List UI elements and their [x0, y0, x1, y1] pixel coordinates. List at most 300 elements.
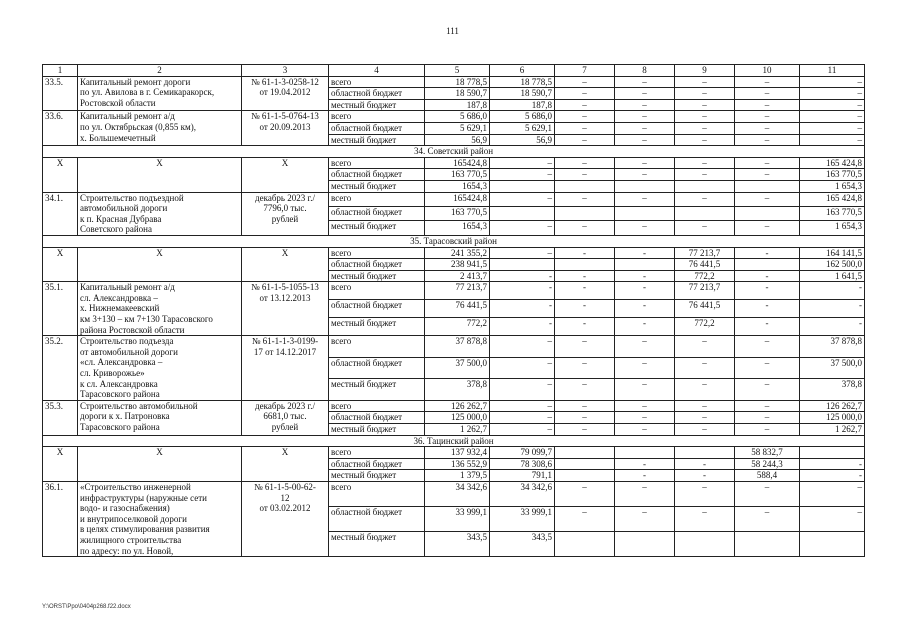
budget-source: местный бюджет [329, 221, 425, 235]
row-num-text: 35.1. [45, 282, 63, 293]
amount-cell: 76 441,5 [675, 259, 735, 271]
x-mark: Х [281, 447, 289, 458]
amount-cell: 2 413,7 [425, 270, 490, 282]
amount-cell: 56,9 [490, 134, 555, 146]
amount-cell: – [490, 192, 555, 206]
amount-cell: - [615, 282, 675, 300]
amount-cell: – [735, 221, 800, 235]
x-mark: Х [56, 447, 64, 458]
row-number [43, 282, 78, 336]
amount-cell: – [675, 157, 735, 169]
amount-cell [615, 206, 675, 220]
amount-cell: – [615, 221, 675, 235]
object-name [78, 282, 242, 336]
object-name [78, 76, 242, 111]
document-line: от 20.09.2013 [259, 121, 311, 132]
amount-cell [490, 206, 555, 220]
budget-source: областной бюджет [329, 458, 425, 470]
amount-cell: 5 686,0 [490, 111, 555, 123]
section-title: 34. Советский район [43, 146, 865, 158]
table-row [43, 111, 865, 123]
amount-cell: - [490, 282, 555, 300]
amount-cell: – [490, 424, 555, 436]
amount-cell: – [615, 111, 675, 123]
object-name-line: автомобильной дороги [80, 203, 168, 214]
object-name-line: по ул. Октябрьская (0,855 км), [80, 121, 196, 132]
amount-cell: 18 778,5 [490, 76, 555, 88]
amount-cell: 58 244,3 [735, 458, 800, 470]
amount-cell: – [555, 481, 615, 506]
col-header: 1 [43, 65, 78, 77]
row-number [43, 157, 78, 192]
budget-source: всего [329, 247, 425, 259]
row-number [43, 247, 78, 282]
object-name [78, 447, 242, 482]
amount-cell: – [615, 412, 675, 424]
budget-source: местный бюджет [329, 532, 425, 557]
amount-cell: – [735, 357, 800, 379]
document-line: рублей [271, 213, 299, 224]
amount-cell: – [675, 169, 735, 181]
object-name-line: км 3+130 – км 7+130 Тарасовского [80, 314, 213, 325]
amount-cell: – [555, 400, 615, 412]
amount-cell [555, 458, 615, 470]
row-number [43, 192, 78, 235]
amount-cell: – [675, 336, 735, 358]
amount-cell [800, 532, 865, 557]
budget-source: местный бюджет [329, 379, 425, 401]
object-name-line: сл. Криворожье» [80, 368, 145, 379]
object-name-line: Советского района [80, 224, 152, 235]
amount-cell: – [555, 412, 615, 424]
amount-cell: – [675, 400, 735, 412]
amount-cell: – [615, 88, 675, 100]
amount-cell: 34 342,6 [490, 481, 555, 506]
table-row [43, 76, 865, 88]
amount-cell: – [800, 76, 865, 88]
budget-source: местный бюджет [329, 134, 425, 146]
document-line: от 13.12.2013 [259, 292, 311, 303]
amount-cell: – [800, 88, 865, 100]
budget-source: всего [329, 192, 425, 206]
document-ref [242, 336, 329, 401]
object-name-line: в целях стимулирования развития [80, 524, 210, 535]
amount-cell: – [675, 134, 735, 146]
x-mark: Х [156, 447, 163, 458]
amount-cell: 164 141,5 [800, 247, 865, 259]
amount-cell: - [555, 247, 615, 259]
document-line: 12 [280, 492, 290, 503]
amount-cell: - [675, 470, 735, 482]
table-row [43, 481, 865, 506]
object-name-line: Капитальный ремонт дороги [80, 76, 191, 87]
amount-cell: – [735, 379, 800, 401]
amount-cell: 37 500,0 [425, 357, 490, 379]
amount-cell: – [735, 507, 800, 532]
page-number: 111 [446, 26, 459, 36]
document-ref [242, 192, 329, 235]
amount-cell: – [735, 336, 800, 358]
amount-cell: - [555, 300, 615, 318]
document-line: № 61-1-3-0258-12 [251, 76, 319, 87]
amount-cell: 1 262,7 [425, 424, 490, 436]
document-line: от 19.04.2012 [259, 87, 311, 98]
amount-cell [675, 447, 735, 459]
section-row [43, 435, 865, 447]
object-name-line: «сл. Александровка – [80, 357, 163, 368]
budget-source: областной бюджет [329, 300, 425, 318]
amount-cell [675, 180, 735, 192]
object-name-line: Тарасовского района [80, 422, 160, 432]
amount-cell [735, 206, 800, 220]
amount-cell: – [555, 88, 615, 100]
col-header: 8 [615, 65, 675, 77]
amount-cell: 76 441,5 [425, 300, 490, 318]
amount-cell: 238 941,5 [425, 259, 490, 271]
amount-cell: – [675, 481, 735, 506]
row-num-text: 34.1. [45, 192, 63, 203]
amount-cell: - [675, 458, 735, 470]
object-name-line: района Ростовской области [80, 324, 185, 335]
row-number [43, 447, 78, 482]
object-name-line: х. Большемечетный [80, 132, 156, 143]
col-header: 7 [555, 65, 615, 77]
document-line: 6681,0 тыс. [263, 411, 307, 422]
amount-cell: 1 641,5 [800, 270, 865, 282]
amount-cell: – [800, 111, 865, 123]
object-name [78, 247, 242, 282]
table-row [43, 282, 865, 300]
amount-cell: – [490, 169, 555, 181]
amount-cell: – [675, 357, 735, 379]
amount-cell: – [490, 336, 555, 358]
amount-cell: – [735, 169, 800, 181]
amount-cell: – [675, 111, 735, 123]
col-header: 6 [490, 65, 555, 77]
amount-cell [735, 532, 800, 557]
amount-cell: - [735, 270, 800, 282]
amount-cell [555, 447, 615, 459]
budget-source: всего [329, 400, 425, 412]
object-name-line: Капитальный ремонт а/д [80, 282, 175, 293]
amount-cell: – [555, 192, 615, 206]
amount-cell: - [555, 270, 615, 282]
object-name-line: к п. Красная Дубрава [80, 213, 162, 224]
table-row [43, 336, 865, 358]
amount-cell: 187,8 [425, 99, 490, 111]
budget-source: местный бюджет [329, 99, 425, 111]
amount-cell [490, 180, 555, 192]
amount-cell: 18 778,5 [425, 76, 490, 88]
amount-cell: - [615, 458, 675, 470]
amount-cell: 772,2 [675, 318, 735, 336]
amount-cell: - [800, 282, 865, 300]
budget-source: областной бюджет [329, 259, 425, 271]
amount-cell [615, 259, 675, 271]
col-header: 9 [675, 65, 735, 77]
document-ref [242, 76, 329, 111]
object-name-line: жилищного строительства [80, 534, 182, 545]
amount-cell: – [490, 157, 555, 169]
budget-source: всего [329, 111, 425, 123]
col-header: 2 [78, 65, 242, 77]
object-name-line: Строительство подъездной [80, 192, 184, 203]
amount-cell: - [615, 318, 675, 336]
amount-cell: - [555, 282, 615, 300]
amount-cell: 165 424,8 [800, 192, 865, 206]
object-name [78, 157, 242, 192]
amount-cell: - [555, 318, 615, 336]
amount-cell: – [675, 412, 735, 424]
amount-cell: – [800, 481, 865, 506]
budget-source: областной бюджет [329, 88, 425, 100]
object-name-line: водо- и газоснабжения) [80, 503, 170, 514]
document-line: 7796,0 тыс. [263, 203, 307, 214]
amount-cell: – [555, 157, 615, 169]
col-header: 4 [329, 65, 425, 77]
amount-cell [675, 532, 735, 557]
amount-cell: 18 590,7 [425, 88, 490, 100]
amount-cell: – [490, 400, 555, 412]
amount-cell: – [615, 507, 675, 532]
row-num-text: 36.1. [45, 481, 63, 492]
amount-cell: 79 099,7 [490, 447, 555, 459]
object-name-line: инфраструктуры (наружные сети [80, 492, 207, 503]
amount-cell [615, 180, 675, 192]
amount-cell: 33 999,1 [425, 507, 490, 532]
col-header: 11 [800, 65, 865, 77]
amount-cell: 33 999,1 [490, 507, 555, 532]
amount-cell: - [490, 318, 555, 336]
amount-cell: 37 878,8 [425, 336, 490, 358]
amount-cell: – [675, 424, 735, 436]
x-mark: Х [281, 247, 289, 258]
document-line: № 61-1-5-1055-13 [251, 282, 319, 293]
amount-cell: – [615, 169, 675, 181]
amount-cell: – [800, 122, 865, 134]
amount-cell: - [615, 247, 675, 259]
document-line: декабрь 2023 г./ [255, 400, 315, 411]
x-mark: Х [156, 157, 163, 168]
budget-source: областной бюджет [329, 206, 425, 220]
amount-cell: – [735, 76, 800, 88]
document-ref [242, 481, 329, 556]
x-mark: Х [56, 157, 64, 168]
object-name-line: сл. Александровка – [80, 292, 158, 303]
table-row [43, 157, 865, 169]
col-header: 5 [425, 65, 490, 77]
amount-cell: 165424,8 [425, 192, 490, 206]
object-name-line: х. Нижнемакеевский [80, 303, 160, 314]
table-row [43, 400, 865, 412]
object-name [78, 111, 242, 146]
document-line: № 61-1-5-0764-13 [251, 111, 319, 122]
object-name-line: по ул. Авилова в г. Семикаракорск, [80, 87, 215, 98]
budget-source: местный бюджет [329, 180, 425, 192]
amount-cell: 165 424,8 [800, 157, 865, 169]
amount-cell: 162 500,0 [800, 259, 865, 271]
amount-cell: 125 000,0 [800, 412, 865, 424]
amount-cell: 163 770,5 [800, 206, 865, 220]
amount-cell: 37 878,8 [800, 336, 865, 358]
amount-cell [735, 259, 800, 271]
object-name-line: и внутрипоселковой дороги [80, 513, 187, 524]
row-num-text: 35.3. [45, 400, 63, 411]
amount-cell: – [735, 122, 800, 134]
amount-cell: – [675, 507, 735, 532]
amount-cell: – [555, 122, 615, 134]
amount-cell: – [490, 412, 555, 424]
amount-cell: 18 590,7 [490, 88, 555, 100]
amount-cell: – [555, 111, 615, 123]
amount-cell: 772,2 [425, 318, 490, 336]
amount-cell: – [675, 122, 735, 134]
amount-cell [555, 259, 615, 271]
amount-cell: – [735, 99, 800, 111]
table-row [43, 192, 865, 206]
budget-source: областной бюджет [329, 507, 425, 532]
amount-cell: – [615, 134, 675, 146]
amount-cell [735, 180, 800, 192]
amount-cell: 5 686,0 [425, 111, 490, 123]
amount-cell: 5 629,1 [425, 122, 490, 134]
amount-cell: – [555, 169, 615, 181]
table-row [43, 447, 865, 459]
header-row [43, 65, 865, 77]
amount-cell: – [615, 157, 675, 169]
amount-cell: - [800, 318, 865, 336]
amount-cell [555, 470, 615, 482]
amount-cell: 378,8 [425, 379, 490, 401]
amount-cell: 163 770,5 [425, 206, 490, 220]
section-title: 35. Тарасовский район [43, 235, 865, 247]
amount-cell: 772,2 [675, 270, 735, 282]
document-ref [242, 447, 329, 482]
amount-cell: 378,8 [800, 379, 865, 401]
amount-cell: 126 262,7 [425, 400, 490, 412]
budget-source: всего [329, 282, 425, 300]
amount-cell: – [675, 99, 735, 111]
amount-cell: – [490, 247, 555, 259]
amount-cell: – [615, 99, 675, 111]
amount-cell: – [800, 507, 865, 532]
amount-cell: – [735, 134, 800, 146]
object-name-line: Капитальный ремонт а/д [80, 111, 175, 122]
budget-source: всего [329, 481, 425, 506]
amount-cell: – [555, 379, 615, 401]
amount-cell [555, 532, 615, 557]
budget-source: областной бюджет [329, 412, 425, 424]
document-ref [242, 111, 329, 146]
amount-cell: 163 770,5 [800, 169, 865, 181]
amount-cell: – [800, 99, 865, 111]
amount-cell: - [615, 270, 675, 282]
amount-cell: - [490, 270, 555, 282]
amount-cell: – [735, 412, 800, 424]
document-ref [242, 282, 329, 336]
amount-cell [800, 447, 865, 459]
amount-cell: – [615, 481, 675, 506]
amount-cell: – [555, 99, 615, 111]
object-name [78, 400, 242, 435]
amount-cell: – [615, 357, 675, 379]
budget-source: всего [329, 157, 425, 169]
amount-cell: 1 654,3 [800, 221, 865, 235]
col-header: 3 [242, 65, 329, 77]
amount-cell: 78 308,6 [490, 458, 555, 470]
amount-cell: – [675, 379, 735, 401]
financing-table [42, 64, 865, 557]
amount-cell: - [800, 470, 865, 482]
object-name-line: Ростовской области [80, 97, 156, 108]
object-name-line: Строительство подъезда [80, 336, 174, 347]
budget-source: областной бюджет [329, 357, 425, 379]
row-num-text: 33.5. [45, 76, 63, 87]
amount-cell: - [615, 300, 675, 318]
amount-cell: – [735, 424, 800, 436]
amount-cell: - [490, 300, 555, 318]
object-name-line: дороги к х. Патроновка [80, 411, 170, 422]
row-number [43, 76, 78, 111]
amount-cell: 125 000,0 [425, 412, 490, 424]
amount-cell: – [555, 336, 615, 358]
amount-cell: 137 932,4 [425, 447, 490, 459]
budget-source: всего [329, 336, 425, 358]
amount-cell: 56,9 [425, 134, 490, 146]
budget-source: всего [329, 447, 425, 459]
row-number [43, 400, 78, 435]
amount-cell: – [615, 424, 675, 436]
amount-cell: - [800, 300, 865, 318]
amount-cell: 1 379,5 [425, 470, 490, 482]
object-name-line: Строительство автомобильной [80, 400, 198, 411]
amount-cell: 1 262,7 [800, 424, 865, 436]
amount-cell [555, 206, 615, 220]
amount-cell: 1654,3 [425, 180, 490, 192]
amount-cell: – [615, 122, 675, 134]
amount-cell [675, 206, 735, 220]
amount-cell: – [675, 192, 735, 206]
x-mark: Х [281, 157, 289, 168]
row-number [43, 336, 78, 401]
budget-source: местный бюджет [329, 270, 425, 282]
amount-cell: – [615, 400, 675, 412]
object-name-line: «Строительство инженерной [80, 481, 191, 492]
amount-cell: - [735, 318, 800, 336]
amount-cell: 34 342,6 [425, 481, 490, 506]
budget-source: местный бюджет [329, 424, 425, 436]
x-mark: Х [156, 247, 163, 258]
amount-cell: – [735, 157, 800, 169]
amount-cell [615, 447, 675, 459]
amount-cell: – [615, 336, 675, 358]
amount-cell: – [615, 192, 675, 206]
budget-source: областной бюджет [329, 122, 425, 134]
amount-cell: 76 441,5 [675, 300, 735, 318]
object-name [78, 481, 242, 556]
amount-cell: 126 262,7 [800, 400, 865, 412]
row-num-text: 35.2. [45, 336, 63, 347]
amount-cell [490, 259, 555, 271]
file-path-footer: Y:\ORST\Ppo\0404p268.f22.docx [42, 604, 131, 610]
amount-cell: – [675, 221, 735, 235]
amount-cell: 136 552,9 [425, 458, 490, 470]
budget-source: всего [329, 76, 425, 88]
amount-cell: 163 770,5 [425, 169, 490, 181]
amount-cell: – [735, 88, 800, 100]
amount-cell: 37 500,0 [800, 357, 865, 379]
row-number [43, 481, 78, 556]
